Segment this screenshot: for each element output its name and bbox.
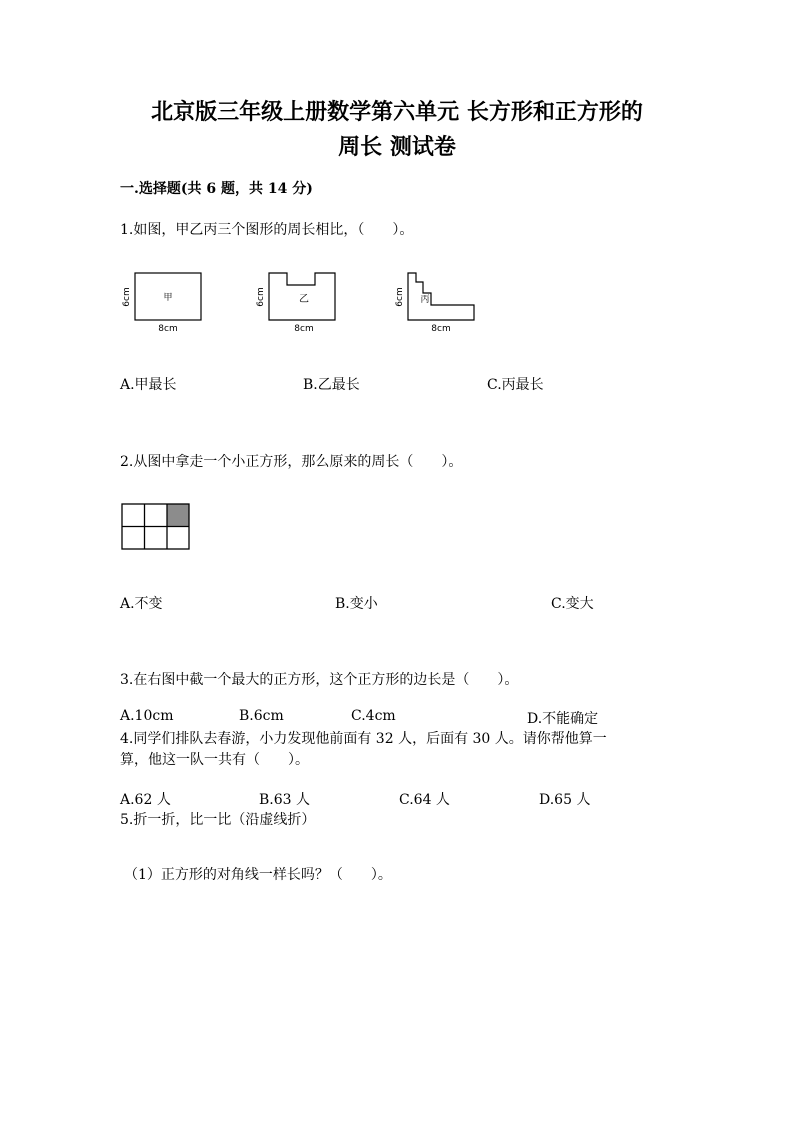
- grid-shaded-square: [167, 504, 189, 526]
- figure-bing-label: 丙: [420, 295, 430, 305]
- figure-jia: [122, 273, 201, 334]
- figure-yi-height: 6cm: [256, 287, 266, 307]
- question-3-option-a[interactable]: A.10cm: [120, 708, 174, 724]
- figure-bing-width: 8cm: [431, 324, 451, 334]
- question-3-option-c[interactable]: C.4cm: [351, 708, 396, 724]
- question-3-option-d[interactable]: D.不能确定: [527, 711, 599, 727]
- question-1-figures: [118, 262, 498, 337]
- question-1-text: 1.如图，甲乙丙三个图形的周长相比，（ ）。: [120, 222, 414, 238]
- figure-bing-height: 6cm: [395, 287, 405, 307]
- question-1-option-a[interactable]: A.甲最长: [120, 377, 177, 393]
- page-title-line1: 北京版三年级上册数学第六单元 长方形和正方形的: [151, 99, 643, 125]
- question-2-option-a[interactable]: A.不变: [120, 596, 163, 612]
- question-4-text-line1: 4.同学们排队去春游，小力发现他前面有 32 人，后面有 30 人。请你帮他算一: [120, 731, 607, 747]
- figure-bing: [395, 273, 474, 334]
- question-5-text: 5.折一折，比一比（沿虚线折）: [120, 812, 316, 828]
- question-4-option-d[interactable]: D.65 人: [539, 792, 591, 808]
- figure-bing-shape: [408, 273, 474, 320]
- question-5-sub-1: （1）正方形的对角线一样长吗？（ ）。: [124, 867, 392, 883]
- question-2-grid: [121, 503, 191, 551]
- question-4-option-a[interactable]: A.62 人: [120, 792, 171, 808]
- section-heading: 一.选择题(共 6 题，共 14 分): [120, 181, 313, 197]
- figure-yi-width: 8cm: [294, 324, 314, 334]
- question-4-option-c[interactable]: C.64 人: [399, 792, 450, 808]
- question-4-option-b[interactable]: B.63 人: [259, 792, 311, 808]
- question-1-option-b[interactable]: B.乙最长: [303, 377, 360, 393]
- question-1-option-c[interactable]: C.丙最长: [487, 377, 544, 393]
- question-2-option-c[interactable]: C.变大: [551, 596, 594, 612]
- figure-jia-height: 6cm: [122, 287, 132, 307]
- question-4-text-line2: 算，他这一队一共有（ ）。: [120, 752, 309, 768]
- figure-jia-label: 甲: [163, 293, 173, 303]
- question-3-text: 3.在右图中截一个最大的正方形，这个正方形的边长是（ ）。: [120, 672, 519, 688]
- figure-jia-width: 8cm: [158, 324, 178, 334]
- question-2-option-b[interactable]: B.变小: [335, 596, 378, 612]
- figure-yi: [256, 273, 335, 334]
- question-3-option-b[interactable]: B.6cm: [239, 708, 284, 724]
- page-title-line2: 周长 测试卷: [338, 134, 456, 160]
- figure-yi-label: 乙: [299, 294, 309, 305]
- question-2-text: 2.从图中拿走一个小正方形，那么原来的周长（ ）。: [120, 454, 463, 470]
